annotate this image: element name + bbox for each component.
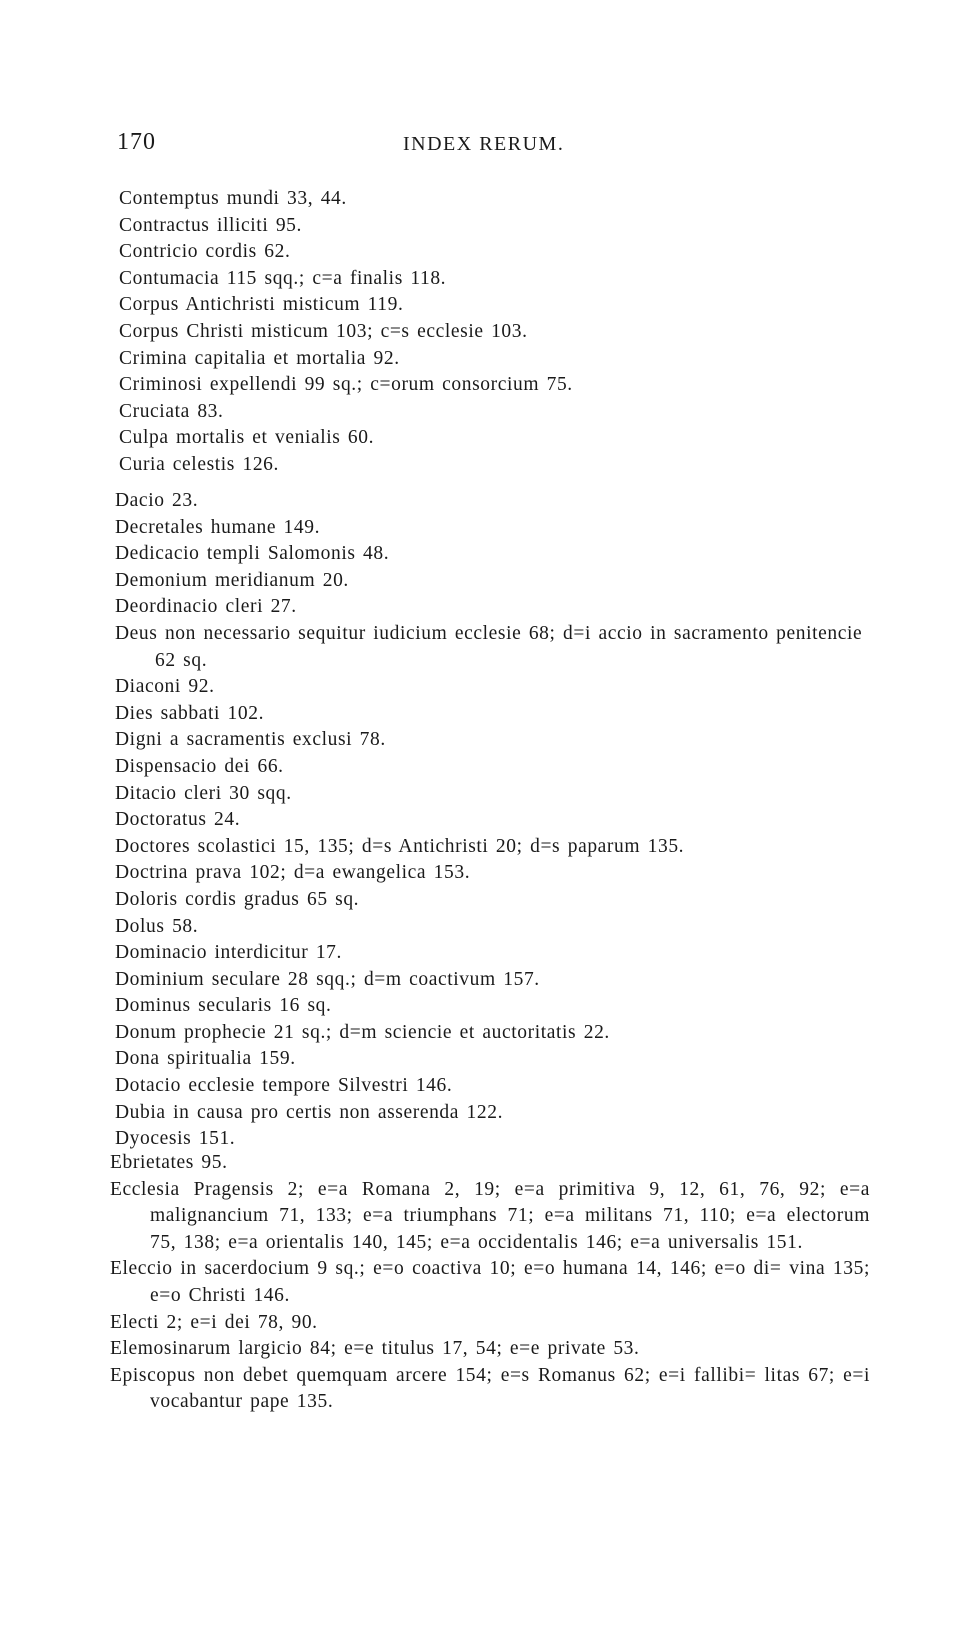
index-entry: Dominium seculare 28 sqq.; d=m coactivum 157. bbox=[115, 968, 540, 990]
index-entry: Decretales humane 149. bbox=[115, 516, 321, 538]
index-entry: Contemptus mundi 33, 44. bbox=[119, 188, 347, 209]
index-entry: Corpus Antichristi misticum 119. bbox=[119, 294, 404, 316]
index-entry: Dyocesis 151. bbox=[115, 1128, 236, 1150]
index-entry: Episcopus non debet quemquam arcere 154; e=s Romanus 62; e=i fallibi= litas 67; e=i vocabantur pape 135. bbox=[110, 1364, 870, 1413]
index-entry: Dubia in causa pro certis non asserenda 122. bbox=[115, 1101, 504, 1123]
index-entry: Dedicacio templi Salomonis 48. bbox=[115, 543, 390, 565]
index-entry: Eleccio in sacerdocium 9 sq.; e=o coactiva 10; e=o humana 14, 146; e=o di= vina 135; e=o Christi 146. bbox=[110, 1258, 870, 1306]
index-entry: Dominus secularis 16 sq. bbox=[115, 995, 332, 1017]
index-entry: Dominacio interdicitur 17. bbox=[115, 942, 343, 964]
index-entry: Digni a sacramentis exclusi 78. bbox=[115, 729, 386, 751]
index-entry: Demonium meridianum 20. bbox=[115, 569, 349, 591]
index-entry: Dies sabbati 102. bbox=[115, 702, 265, 724]
index-section-c bbox=[119, 186, 879, 479]
page-number: 170 bbox=[117, 129, 156, 155]
index-entry: Doctrina prava 102; d=a ewangelica 153. bbox=[115, 862, 471, 884]
index-entry: Contricio cordis 62. bbox=[119, 241, 291, 263]
index-entry: Contumacia 115 sqq.; c=a finalis 118. bbox=[119, 267, 447, 289]
index-entry: Culpa mortalis et venialis 60. bbox=[119, 427, 375, 449]
index-entry: Dotacio ecclesie tempore Silvestri 146. bbox=[115, 1075, 453, 1097]
index-entry: Criminosi expellendi 99 sq.; c=orum consorcium 75. bbox=[119, 374, 573, 396]
index-entry: Diaconi 92. bbox=[115, 676, 215, 698]
index-entry: Deus non necessario sequitur iudicium ecclesie 68; d=i accio in sacramento penitencie 62 sq. bbox=[115, 622, 863, 671]
index-entry: Elemosinarum largicio 84; e=e titulus 17, 54; e=e private 53. bbox=[110, 1338, 640, 1360]
index-entry: Contractus illiciti 95. bbox=[119, 214, 302, 236]
index-entry: Ebrietates 95. bbox=[110, 1152, 228, 1173]
index-entry: Electi 2; e=i dei 78, 90. bbox=[110, 1311, 318, 1333]
index-entry: Doloris cordis gradus 65 sq. bbox=[115, 888, 360, 910]
index-entry: Dacio 23. bbox=[115, 490, 199, 511]
index-entry: Doctores scolastici 15, 135; d=s Antichristi 20; d=s paparum 135. bbox=[115, 835, 685, 857]
index-entry: Dolus 58. bbox=[115, 915, 199, 937]
index-entry: Donum prophecie 21 sq.; d=m sciencie et auctoritatis 22. bbox=[115, 1021, 610, 1043]
index-entry: Doctoratus 24. bbox=[115, 809, 241, 831]
index-entry: Crimina capitalia et mortalia 92. bbox=[119, 347, 400, 369]
index-entry: Corpus Christi misticum 103; c=s ecclesie 103. bbox=[119, 320, 528, 342]
index-entry: Dona spiritualia 159. bbox=[115, 1048, 296, 1070]
index-entry: Dispensacio dei 66. bbox=[115, 755, 284, 777]
index-entry: Ditacio cleri 30 sqq. bbox=[115, 782, 292, 804]
index-section-e bbox=[110, 1150, 870, 1416]
index-entry: Cruciata 83. bbox=[119, 400, 224, 422]
running-head: INDEX RERUM. bbox=[403, 133, 565, 155]
index-entry: Deordinacio cleri 27. bbox=[115, 596, 297, 618]
index-section-d bbox=[115, 488, 875, 1153]
index-entry: Curia celestis 126. bbox=[119, 453, 279, 475]
index-entry: Ecclesia Pragensis 2; e=a Romana 2, 19; e=a primitiva 9, 12, 61, 76, 92; e=a malignancium 71, 133; e=a triumphans 71; e=a militans 71, 110; e=a electorum 75, 138; e=a orientalis 140, 145; e=a occidentalis 146; e=a universalis 151. bbox=[110, 1178, 870, 1253]
